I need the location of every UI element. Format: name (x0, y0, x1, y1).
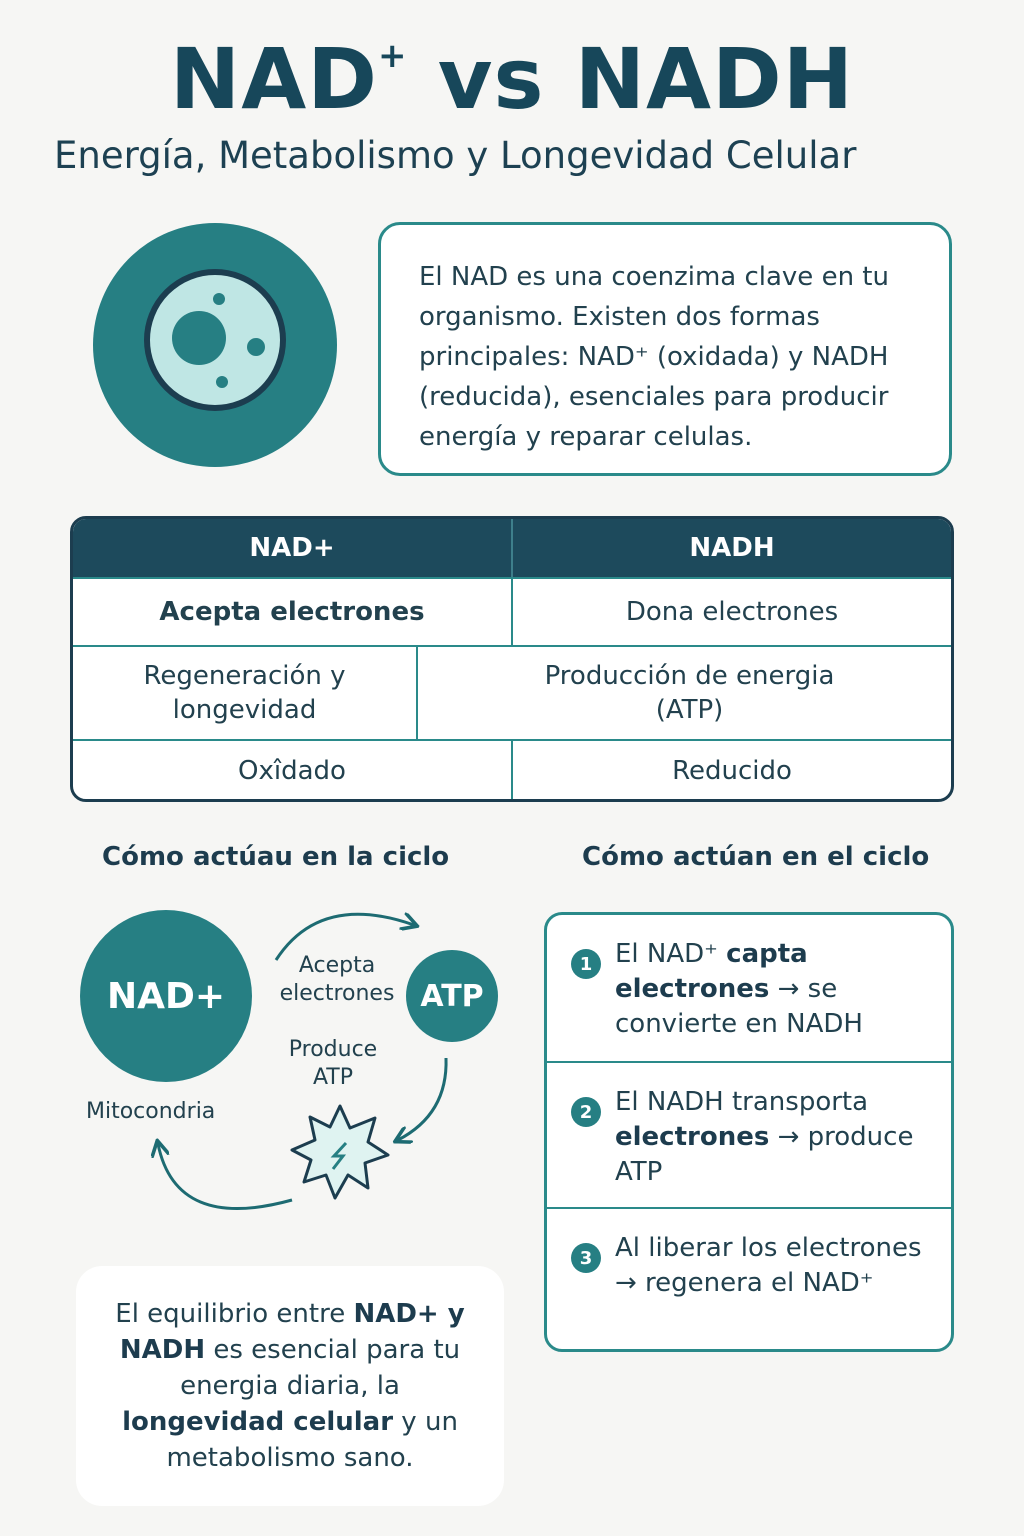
table-cell: Dona electrones (625, 597, 839, 627)
cycle-heading-left: Cómo actúau en la ciclo (102, 842, 450, 872)
table-cell: Producción de energia (ATP) (544, 661, 835, 725)
step-item: 3 Al liberar los electrones → regenera el NAD⁺ (547, 1207, 951, 1352)
step-number: 1 (571, 949, 601, 979)
summary-box: El equilibrio entre NAD+ y NADH es esencial para tu energia diaria, la longevidad celular y un metabolismo sano. (76, 1266, 504, 1506)
accept-electrons-label: Acepta electrones (279, 953, 395, 1006)
mitochondria-label: Mitocondria (86, 1099, 216, 1124)
energy-burst-icon (292, 1106, 388, 1198)
atp-circle: ATP (406, 950, 498, 1042)
steps-box (544, 912, 954, 1352)
comparison-table (70, 516, 954, 802)
table-cell: Acepta electrones (73, 579, 513, 645)
step-number: 2 (571, 1097, 601, 1127)
table-cell: Oxîdado (73, 741, 513, 801)
produce-atp-label: Produce ATP (288, 1037, 378, 1090)
table-row (73, 577, 951, 645)
table-row (73, 739, 951, 801)
header-nadh: NADH (689, 533, 775, 563)
table-header (73, 519, 951, 577)
nad-plus-circle: NAD+ (80, 910, 252, 1082)
step-item: 2 El NADH transporta electrones → produce ATP (547, 1061, 951, 1207)
step-number: 3 (571, 1243, 601, 1273)
header-nad-plus: NAD+ (73, 519, 513, 577)
page-title: NAD+ vs NADH (169, 30, 855, 128)
cycle-heading-right: Cómo actúan en el ciclo (582, 842, 930, 872)
table-cell: Regeneración y longevidad (73, 647, 418, 739)
arrow-bottom (158, 1144, 292, 1209)
arrow-right (398, 1058, 446, 1140)
table-cell: Reducido (672, 756, 792, 786)
intro-box (378, 222, 952, 476)
step-item: 1 El NAD⁺ capta electrones → se convierte en NADH (547, 915, 951, 1061)
cell-icon (92, 222, 338, 468)
intro-text: El NAD es una coenzima clave en tu organismo. Existen dos formas principales: NAD⁺ (oxidada) y NADH (reducida), esenciales para producir energía y reparar celulas. (419, 262, 889, 452)
page-subtitle: Energía, Metabolismo y Longevidad Celular (54, 134, 857, 177)
table-row (73, 645, 951, 739)
